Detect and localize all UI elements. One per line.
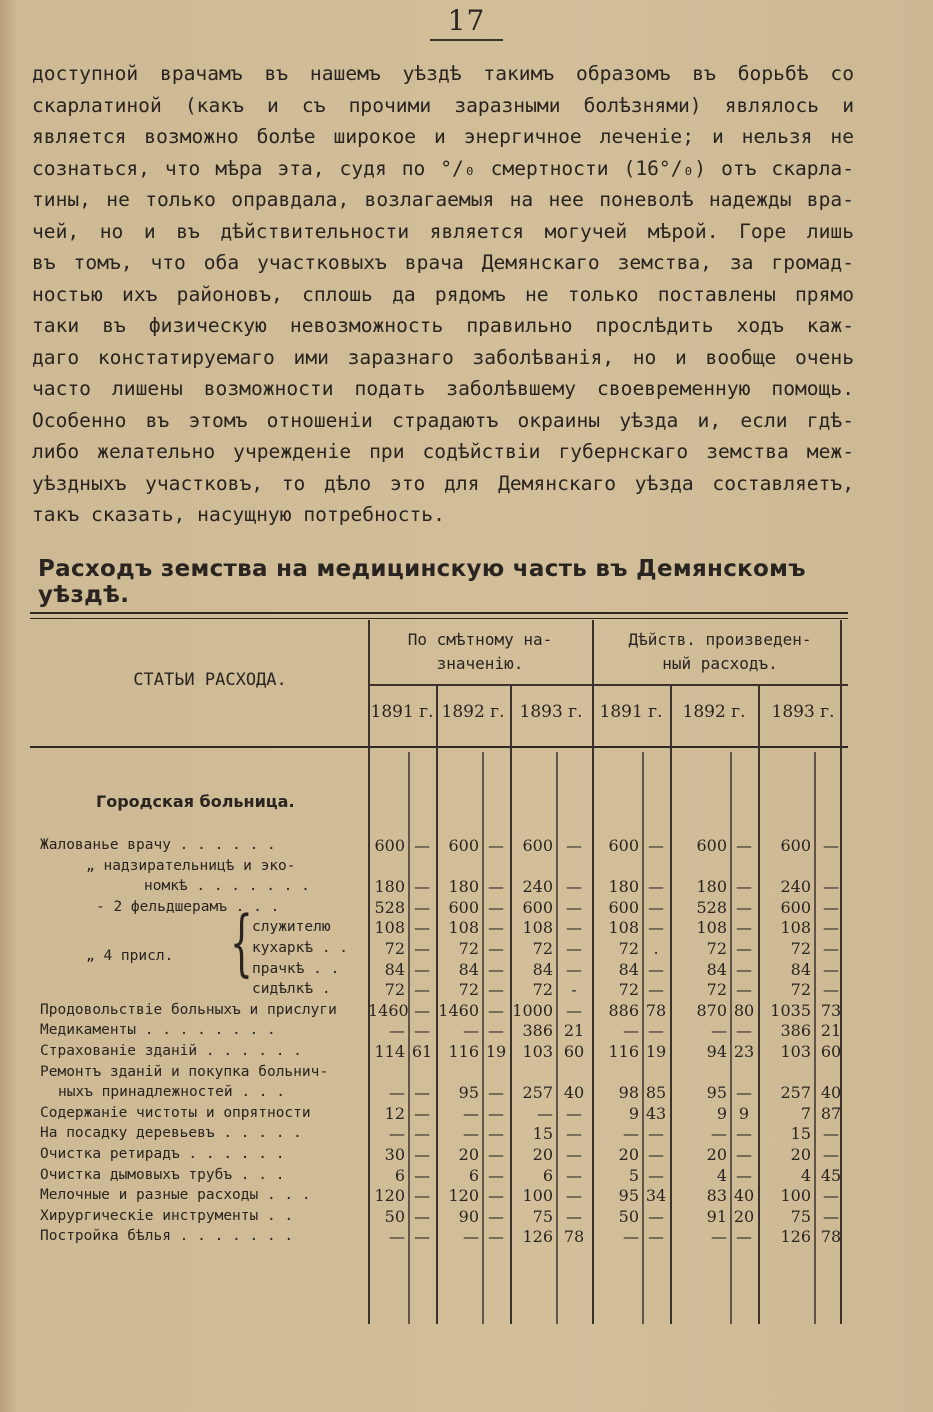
cell-rubles: 94 xyxy=(706,1042,727,1061)
row-label: Очистка дымовыхъ трубъ . . . xyxy=(40,1166,285,1183)
cell-kopecks: — xyxy=(648,1124,664,1144)
paragraph-line: Особенно въ этомъ отношеніи страдаютъ окраины уѣзда и, если гдѣ- xyxy=(32,408,854,432)
cell-kopecks: — xyxy=(488,1083,504,1103)
cell-rubles: — xyxy=(463,1021,479,1041)
cell-kopecks: — xyxy=(566,877,582,897)
cell-kopecks: 80 xyxy=(733,1000,755,1020)
cell-rubles: 95 xyxy=(458,1083,479,1103)
cell-kopecks: — xyxy=(488,1124,504,1144)
cell-rubles: 84 xyxy=(618,959,639,979)
cell-rubles: — xyxy=(537,1103,553,1123)
cell-rubles: 20 xyxy=(706,1145,727,1164)
cell-rubles: — xyxy=(463,1103,479,1123)
cell-rubles: 90 xyxy=(458,1206,479,1226)
cell-rubles: 84 xyxy=(790,959,811,979)
cell-rubles: 15 xyxy=(790,1124,811,1144)
cell-kopecks: . xyxy=(653,939,659,958)
cell-rubles: 72 xyxy=(384,980,405,1000)
year-header: 1891 г. xyxy=(370,702,434,722)
header-mid-rule xyxy=(368,684,848,686)
cell-kopecks: 9 xyxy=(738,1103,750,1123)
expense-table xyxy=(30,612,848,1332)
cell-rubles: — xyxy=(711,1227,727,1247)
cell-rubles: 600 xyxy=(608,836,639,855)
cell-rubles: 180 xyxy=(696,877,727,897)
cell-rubles: 72 xyxy=(384,939,405,958)
cell-kopecks: 78 xyxy=(645,1000,667,1020)
paragraph-line: въ томъ, что оба участковыхъ врача Демянскаго земства, за громад- xyxy=(32,251,854,274)
cell-rubles: 120 xyxy=(374,1186,405,1206)
cell-kopecks: — xyxy=(648,959,664,979)
row-label: служителю xyxy=(252,919,331,936)
row-label: „ надзирательницѣ и эко- xyxy=(86,857,296,874)
table-row xyxy=(30,1145,848,1166)
cell-kopecks: — xyxy=(736,939,752,958)
section-title: Расходъ земства на медицинскую часть въ Демянскомъ уѣздѣ. xyxy=(38,556,806,608)
row-label: Продовольствіе больныхъ и прислуги xyxy=(40,1001,337,1018)
row-label: Ремонтъ зданій и покупка больнич- xyxy=(40,1063,329,1080)
cell-kopecks: — xyxy=(488,836,504,855)
paragraph-line: скарлатиной (какъ и съ прочими заразными болѣзнями) являлось и xyxy=(32,93,854,117)
cell-rubles: 600 xyxy=(696,836,727,855)
cell-rubles: — xyxy=(623,1021,639,1041)
table-top-rule-thin xyxy=(30,618,848,619)
cell-kopecks: — xyxy=(823,918,839,938)
cell-kopecks: 78 xyxy=(563,1227,585,1247)
cell-rubles: 84 xyxy=(458,959,479,979)
cell-kopecks: 78 xyxy=(820,1227,842,1247)
cell-kopecks: — xyxy=(736,877,752,897)
table-row xyxy=(30,960,848,981)
cell-kopecks: — xyxy=(736,1165,752,1185)
cell-kopecks: — xyxy=(414,1145,430,1164)
cell-rubles: — xyxy=(389,1083,405,1103)
cell-rubles: 126 xyxy=(522,1227,553,1247)
cell-kopecks: — xyxy=(488,1206,504,1226)
row-label: Хирургическіе инструменты . . xyxy=(40,1207,294,1224)
cell-kopecks: — xyxy=(566,939,582,958)
cell-kopecks: — xyxy=(488,1227,504,1247)
cell-kopecks: — xyxy=(648,877,664,897)
cell-rubles: 240 xyxy=(780,877,811,897)
cell-kopecks: — xyxy=(414,980,430,1000)
year-header: 1893 г. xyxy=(519,702,583,722)
cell-rubles: 9 xyxy=(628,1103,639,1123)
table-row xyxy=(30,1166,848,1187)
cell-rubles: 180 xyxy=(374,877,405,897)
cell-kopecks: — xyxy=(566,1165,582,1185)
row-label: Жалованье врачу . . . . . . xyxy=(40,837,276,853)
cell-rubles: 20 xyxy=(790,1145,811,1164)
paragraph-line: ностью ихъ районовъ, сплошь да рядомъ не только поставлены прямо xyxy=(32,282,854,306)
cell-rubles: 72 xyxy=(618,980,639,1000)
row-label: кухаркѣ . . xyxy=(252,940,349,956)
body-paragraph xyxy=(32,58,854,531)
cell-kopecks: — xyxy=(488,939,504,958)
cell-kopecks: 34 xyxy=(645,1186,667,1206)
table-row xyxy=(30,1104,848,1125)
cell-kopecks: — xyxy=(566,918,582,938)
page-number: 17 xyxy=(0,4,933,37)
year-header: 1893 г. xyxy=(771,702,835,722)
cell-kopecks: 21 xyxy=(820,1021,842,1041)
cell-rubles: 528 xyxy=(696,897,727,917)
cell-rubles: 120 xyxy=(448,1186,479,1206)
cell-rubles: 600 xyxy=(522,897,553,917)
paragraph-line: такъ сказать, насущную потребность. xyxy=(32,503,445,526)
paragraph-line: является возможно болѣе широкое и энергичное леченіе; и нельзя не xyxy=(32,125,854,148)
cell-kopecks: — xyxy=(736,1227,752,1247)
cell-rubles: 72 xyxy=(458,939,479,958)
cell-kopecks: — xyxy=(414,1083,430,1103)
cell-kopecks: — xyxy=(648,1165,664,1185)
cell-kopecks: — xyxy=(736,1145,752,1164)
header-bottom-rule xyxy=(30,746,848,748)
cell-rubles: 1000 xyxy=(512,1000,553,1020)
paragraph-line: таки въ физическую невозможность правильно прослѣдить ходъ каж- xyxy=(32,314,854,337)
cell-rubles: 100 xyxy=(522,1186,553,1206)
cell-rubles: 95 xyxy=(706,1083,727,1103)
header-actual: Дѣйств. произведен- ный расходъ. xyxy=(628,630,812,673)
cell-rubles: 72 xyxy=(458,980,479,1000)
cell-rubles: 75 xyxy=(790,1206,811,1226)
cell-rubles: 528 xyxy=(374,897,405,917)
year-header: 1892 г. xyxy=(682,702,746,722)
paragraph-line: сознаться, что мѣра эта, судя по °/₀ смертности (16°/₀) отъ скарла- xyxy=(32,156,854,180)
cell-kopecks: — xyxy=(414,1206,430,1226)
cell-kopecks: 23 xyxy=(733,1042,755,1061)
cell-rubles: 84 xyxy=(532,959,553,979)
cell-rubles: 72 xyxy=(706,980,727,1000)
cell-kopecks: — xyxy=(414,939,430,958)
cell-rubles: 6 xyxy=(394,1165,405,1185)
cell-rubles: 116 xyxy=(448,1042,479,1061)
table-row xyxy=(30,1124,848,1145)
year-header: 1891 г. xyxy=(599,702,663,722)
cell-rubles: 75 xyxy=(532,1206,553,1226)
cell-rubles: 108 xyxy=(374,918,405,938)
group-title: Городская больница. xyxy=(96,792,295,811)
cell-rubles: 870 xyxy=(696,1000,727,1020)
cell-kopecks: 19 xyxy=(645,1042,667,1061)
cell-rubles: 600 xyxy=(780,897,811,917)
table-row xyxy=(30,1063,848,1084)
cell-rubles: 4 xyxy=(800,1165,811,1185)
cell-rubles: 84 xyxy=(706,959,727,979)
cell-rubles: 116 xyxy=(608,1042,639,1061)
cell-kopecks: — xyxy=(566,1206,582,1226)
cell-kopecks: — xyxy=(648,1227,664,1247)
cell-kopecks: — xyxy=(648,1021,664,1041)
year-header: 1892 г. xyxy=(441,702,505,722)
cell-kopecks: — xyxy=(736,959,752,979)
row-label: Содержаніе чистоты и опрятности xyxy=(40,1104,311,1121)
cell-kopecks: — xyxy=(823,836,839,855)
cell-kopecks: — xyxy=(414,959,430,979)
cell-rubles: 72 xyxy=(618,939,639,958)
cell-kopecks: — xyxy=(488,918,504,938)
table-row xyxy=(30,1021,848,1042)
cell-kopecks: 40 xyxy=(563,1083,585,1103)
table-row xyxy=(30,1042,848,1063)
cell-kopecks: — xyxy=(823,939,839,958)
cell-rubles: 1460 xyxy=(438,1000,479,1020)
cell-kopecks: 20 xyxy=(733,1206,755,1226)
cell-kopecks: — xyxy=(488,1103,504,1123)
row-label: прачкѣ . . xyxy=(252,960,340,977)
row-label: ныхъ принадлежностей . . . xyxy=(58,1084,285,1101)
cell-kopecks: — xyxy=(566,836,582,855)
cell-rubles: 257 xyxy=(522,1083,553,1103)
brace-label: „ 4 присл. xyxy=(86,948,174,964)
cell-kopecks: — xyxy=(414,836,430,855)
table-row xyxy=(30,857,848,878)
cell-rubles: 20 xyxy=(532,1145,553,1164)
table-row xyxy=(30,1001,848,1022)
cell-kopecks: — xyxy=(648,1206,664,1226)
table-row xyxy=(30,980,848,1001)
table-row xyxy=(30,836,848,857)
cell-kopecks: — xyxy=(414,1103,430,1123)
cell-rubles: 6 xyxy=(468,1165,479,1185)
cell-rubles: 600 xyxy=(522,836,553,855)
cell-kopecks: — xyxy=(488,980,504,1000)
cell-rubles: — xyxy=(389,1021,405,1041)
cell-kopecks: — xyxy=(566,1124,582,1144)
cell-kopecks: — xyxy=(823,897,839,917)
paragraph-line: тины, не только оправдала, возлагаемыя на нее поневолѣ надежды вра- xyxy=(32,188,854,211)
cell-rubles: — xyxy=(389,1227,405,1247)
cell-rubles: — xyxy=(711,1124,727,1144)
cell-rubles: 180 xyxy=(608,877,639,897)
cell-kopecks: — xyxy=(823,877,839,897)
cell-rubles: 30 xyxy=(384,1145,405,1164)
cell-rubles: 1460 xyxy=(368,1000,409,1020)
cell-kopecks: — xyxy=(414,877,430,897)
cell-rubles: — xyxy=(463,1227,479,1247)
cell-rubles: 98 xyxy=(618,1083,639,1103)
cell-rubles: 91 xyxy=(706,1206,727,1226)
row-label: На посадку деревьевъ . . . . . xyxy=(40,1125,302,1142)
cell-rubles: 126 xyxy=(780,1227,811,1247)
cell-kopecks: — xyxy=(823,1124,839,1144)
cell-kopecks: — xyxy=(488,1000,504,1020)
cell-rubles: — xyxy=(623,1227,639,1247)
row-label: номкѣ . . . . . . . xyxy=(144,878,310,895)
cell-kopecks: — xyxy=(566,1145,582,1164)
cell-rubles: 15 xyxy=(532,1124,553,1144)
cell-rubles: 886 xyxy=(608,1000,639,1020)
cell-rubles: 108 xyxy=(696,918,727,938)
cell-kopecks: — xyxy=(488,1186,504,1206)
cell-kopecks: 60 xyxy=(820,1042,842,1061)
cell-kopecks: 73 xyxy=(820,1000,842,1020)
cell-rubles: 50 xyxy=(384,1206,405,1226)
cell-kopecks: — xyxy=(736,1124,752,1144)
cell-kopecks: — xyxy=(566,1000,582,1020)
row-label: - 2 фельдшерамъ . . . xyxy=(96,898,280,915)
cell-kopecks: 85 xyxy=(645,1083,667,1103)
cell-kopecks: — xyxy=(488,1021,504,1041)
cell-rubles: — xyxy=(711,1021,727,1041)
cell-rubles: 108 xyxy=(522,918,553,938)
row-label: Медикаменты . . . . . . . . xyxy=(40,1022,276,1039)
cell-kopecks: — xyxy=(736,1083,752,1103)
cell-rubles: 72 xyxy=(790,939,811,958)
table-row xyxy=(30,1186,848,1207)
cell-rubles: 83 xyxy=(706,1186,727,1206)
cell-kopecks: - xyxy=(571,980,577,1000)
cell-kopecks: — xyxy=(823,1186,839,1206)
cell-kopecks: — xyxy=(566,897,582,917)
cell-rubles: 108 xyxy=(448,918,479,938)
cell-rubles: 108 xyxy=(780,918,811,938)
cell-kopecks: 19 xyxy=(485,1042,507,1061)
cell-rubles: 72 xyxy=(790,980,811,1000)
cell-rubles: 108 xyxy=(608,918,639,938)
cell-rubles: 72 xyxy=(532,980,553,1000)
cell-kopecks: — xyxy=(414,1227,430,1247)
cell-kopecks: — xyxy=(648,897,664,917)
cell-kopecks: 60 xyxy=(563,1042,585,1061)
row-label: Постройка бѣлья . . . . . . . xyxy=(40,1228,294,1245)
table-row xyxy=(30,918,848,939)
cell-rubles: 9 xyxy=(716,1103,727,1123)
cell-kopecks: — xyxy=(414,1165,430,1185)
cell-kopecks: — xyxy=(823,980,839,1000)
cell-rubles: 600 xyxy=(374,836,405,855)
cell-kopecks: — xyxy=(736,980,752,1000)
cell-kopecks: — xyxy=(488,897,504,917)
cell-rubles: 103 xyxy=(780,1042,811,1061)
cell-rubles: — xyxy=(623,1124,639,1144)
cell-kopecks: 21 xyxy=(563,1021,585,1041)
cell-kopecks: — xyxy=(648,918,664,938)
paragraph-line: доступной врачамъ въ нашемъ уѣздѣ такимъ образомъ въ борьбѣ со xyxy=(32,62,854,85)
header-planned: По смѣтному на- значенію. xyxy=(407,630,553,673)
table-row xyxy=(30,1207,848,1228)
cell-rubles: 20 xyxy=(618,1145,639,1164)
cell-kopecks: — xyxy=(648,980,664,1000)
cell-kopecks: 40 xyxy=(820,1083,842,1103)
brace-symbol: { xyxy=(230,900,253,984)
cell-kopecks: — xyxy=(414,1186,430,1206)
cell-kopecks: — xyxy=(488,959,504,979)
cell-kopecks: — xyxy=(414,897,430,917)
cell-rubles: 600 xyxy=(608,897,639,917)
cell-kopecks: — xyxy=(566,959,582,979)
row-label: Очистка ретирадъ . . . . . . xyxy=(40,1146,285,1162)
cell-kopecks: 43 xyxy=(645,1103,667,1123)
cell-kopecks: — xyxy=(736,918,752,938)
cell-rubles: 50 xyxy=(618,1206,639,1226)
cell-kopecks: — xyxy=(648,1145,664,1164)
table-row xyxy=(30,898,848,919)
cell-rubles: 20 xyxy=(458,1145,479,1164)
cell-kopecks: — xyxy=(488,1145,504,1164)
paragraph-line: либо желательно учрежденіе при содѣйствіи губернскаго земства меж- xyxy=(32,440,854,463)
cell-rubles: 7 xyxy=(800,1103,811,1123)
table-row xyxy=(30,1083,848,1104)
cell-rubles: 12 xyxy=(384,1103,405,1123)
cell-rubles: 600 xyxy=(448,897,479,917)
cell-rubles: 72 xyxy=(532,939,553,958)
cell-rubles: 386 xyxy=(780,1021,811,1041)
cell-rubles: 6 xyxy=(542,1165,553,1185)
cell-kopecks: — xyxy=(736,1021,752,1041)
cell-rubles: 5 xyxy=(628,1165,639,1185)
row-label: Мелочные и разные расходы . . . xyxy=(40,1187,311,1204)
cell-rubles: 100 xyxy=(780,1186,811,1206)
cell-rubles: — xyxy=(389,1124,405,1144)
cell-rubles: 103 xyxy=(522,1042,553,1061)
cell-rubles: 114 xyxy=(374,1042,405,1061)
cell-rubles: 600 xyxy=(780,836,811,855)
paragraph-line: часто лишены возможности подать заболѣвшему своевременную помощь. xyxy=(32,377,854,400)
cell-rubles: 1035 xyxy=(770,1000,811,1020)
cell-rubles: 600 xyxy=(448,836,479,855)
paragraph-line: уѣздныхъ участковъ, то дѣло это для Демянскаго уѣзда составляетъ, xyxy=(32,471,854,495)
cell-rubles: 95 xyxy=(618,1186,639,1206)
cell-rubles: 72 xyxy=(706,939,727,958)
header-items: СТАТЬИ РАСХОДА. xyxy=(133,670,287,690)
cell-kopecks: 61 xyxy=(411,1042,433,1061)
cell-kopecks: 45 xyxy=(820,1165,842,1185)
cell-rubles: 386 xyxy=(522,1021,553,1041)
cell-kopecks: — xyxy=(488,1165,504,1185)
cell-kopecks: — xyxy=(566,1186,582,1206)
cell-kopecks: — xyxy=(823,1206,839,1226)
cell-kopecks: — xyxy=(414,1124,430,1144)
cell-kopecks: 40 xyxy=(733,1186,755,1206)
table-row xyxy=(30,1227,848,1248)
row-label: сидѣлкѣ . xyxy=(252,981,331,998)
cell-kopecks: — xyxy=(736,836,752,855)
cell-kopecks: — xyxy=(823,1145,839,1164)
paragraph-line: чей, но и въ дѣйствительности является могучей мѣрой. Горе лишь xyxy=(32,219,854,243)
cell-kopecks: — xyxy=(414,918,430,938)
cell-kopecks: — xyxy=(488,877,504,897)
cell-kopecks: 87 xyxy=(820,1103,842,1123)
table-top-rule xyxy=(30,612,848,614)
cell-rubles: 257 xyxy=(780,1083,811,1103)
cell-kopecks: — xyxy=(414,1000,430,1020)
cell-kopecks: — xyxy=(736,897,752,917)
cell-rubles: 240 xyxy=(522,877,553,897)
table-row xyxy=(30,939,848,960)
cell-kopecks: — xyxy=(823,959,839,979)
cell-kopecks: — xyxy=(648,836,664,855)
cell-rubles: 180 xyxy=(448,877,479,897)
cell-kopecks: — xyxy=(414,1021,430,1041)
cell-rubles: — xyxy=(463,1124,479,1144)
row-label: Страхованіе зданій . . . . . . xyxy=(40,1043,302,1059)
cell-rubles: 4 xyxy=(716,1165,727,1185)
table-row xyxy=(30,877,848,898)
paragraph-line: даго констатируемаго ими заразнаго заболѣванія, но и вообще очень xyxy=(32,345,854,369)
cell-rubles: 84 xyxy=(384,959,405,979)
cell-kopecks: — xyxy=(566,1103,582,1123)
